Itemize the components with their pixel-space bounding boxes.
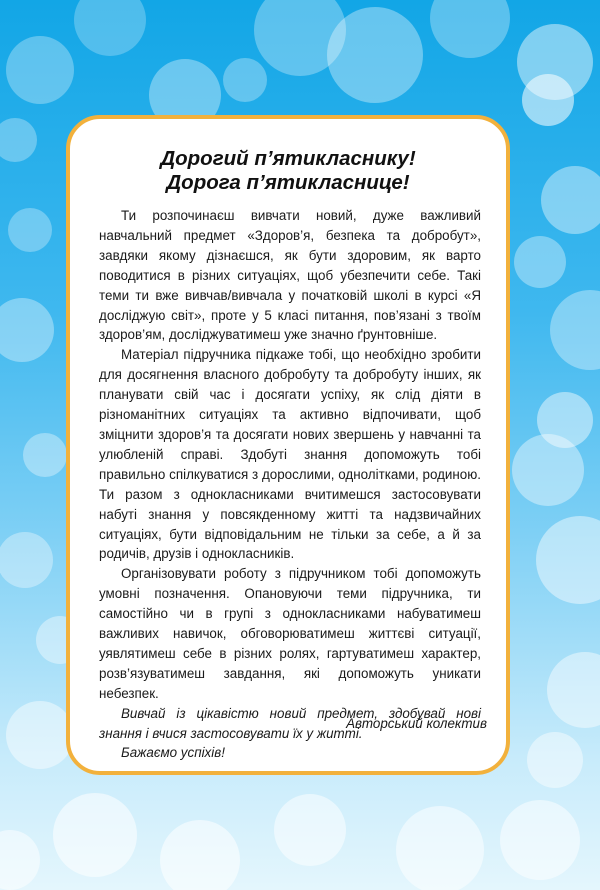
paragraph-intro: Ти розпочинаєш вивчати новий, дуже важливий навчальний предмет «Здоров’я, безпека та добробут», завдяки якому дізнаєшся, як бути здоровим, як варто поводитися в різних ситуаціях, щоб убезпечити себе. Такі теми ти вже вивчав/вивчала у початковій школі в курсі «Я досліджую світ», проте у 5 класі питання, пов’язані з твоїм здоров’ям, досліджуватимеш уже значно ґрунтовніше. [99, 208, 481, 343]
paragraph-organization: Організовувати роботу з підручником тобі допоможуть умовні позначення. Опановуючи теми підручника, ти самостійно чи в групі з однокласниками набуватимеш важливих навичок, обговорюватимеш життєві ситуації, уявлятимеш себе в різних ролях, гартуватимеш характер, розв’язуватимеш завдання, які допоможуть уникати небезпек. [99, 566, 481, 701]
signature: Авторський колектив [346, 716, 487, 731]
paragraph-encouragement: Вивчай із цікавістю новий предмет, здобувай нові знання і вчися застосовувати їх у житті. [99, 705, 481, 741]
paragraph-material: Матеріал підручника підкаже тобі, що необхідно зробити для досягнення власного добробуту та добробуту інших, як планувати свій час і досягати успіху, як слід діяти в різноманітних ситуаціях та активно відпочивати, щоб зміцнити здоров’я та досягати нових звершень у навчанні та улюбленій справі. Здобуті знання допоможуть тобі правильно спілкуватися з дорослими, однолітками, родиною. Ти разом з однокласниками вчитимешся застосовувати набуті знання у повсякденному житті та надзвичайних ситуаціях, бути відповідальним не тільки за себе, а й за родичів, друзів і однокласників. [99, 347, 481, 562]
title-line-2: Дорога п’ятикласнице! [166, 171, 410, 194]
letter-card [66, 115, 510, 775]
title-line-1: Дорогий п’ятикласнику! [160, 147, 416, 170]
paragraph-wishes: Бажаємо успіхів! [121, 745, 225, 761]
letter-body [99, 206, 481, 763]
letter-title [70, 147, 506, 195]
